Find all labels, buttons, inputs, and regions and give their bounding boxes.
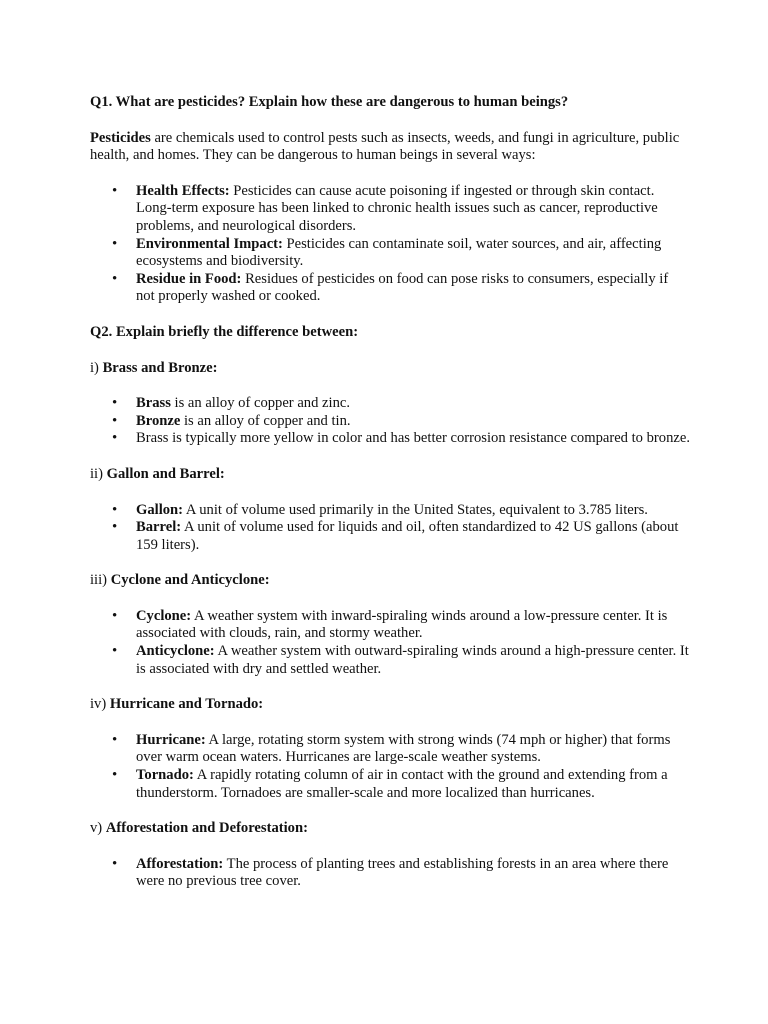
bullet-text: A unit of volume used primarily in the United States, equivalent to 3.785 liters. (183, 501, 648, 518)
list-item (136, 502, 690, 520)
section-number: i) (90, 359, 103, 376)
bullet-term: Hurricane: (136, 731, 206, 748)
bullet-term: Barrel: (136, 519, 182, 536)
bullet-term: Anticyclone: (136, 643, 215, 660)
list-item (136, 413, 690, 431)
bullet-text: Residues of pesticides on food can pose risks to consumers, especially if not properly washed or cooked. (136, 270, 669, 305)
bullet-text: is an alloy of copper and tin. (180, 412, 351, 429)
bullet-text: Brass is typically more yellow in color and has better corrosion resistance compared to bronze. (136, 430, 690, 447)
list-item (136, 183, 690, 236)
brass-bronze-list (90, 395, 690, 448)
section-heading-hurricane-tornado (90, 696, 690, 714)
bullet-term: Afforestation: (136, 855, 224, 872)
bullet-text: is an alloy of copper and zinc. (170, 395, 350, 412)
section-heading-cyclone-anticyclone (90, 572, 690, 590)
list-item (136, 767, 690, 802)
section-title: Afforestation and Deforestation: (105, 820, 308, 837)
list-item (136, 236, 690, 271)
bullet-term: Cyclone: (136, 607, 192, 624)
section-title: Gallon and Barrel: (106, 465, 225, 482)
bullet-term: Gallon: (136, 501, 184, 518)
question-1-heading: Q1. What are pesticides? Explain how these are dangerous to human beings? (90, 94, 569, 110)
question-1-intro (90, 130, 690, 165)
section-title: Cyclone and Anticyclone: (110, 572, 270, 589)
intro-term: Pesticides (90, 129, 151, 146)
bullet-term: Tornado: (136, 767, 194, 784)
list-item (136, 395, 690, 413)
list-item (136, 271, 690, 306)
bullet-text: A unit of volume used for liquids and oil, often standardized to 42 US gallons (about 159 liters). (136, 519, 679, 553)
bullet-text: Pesticides can contaminate soil, water sources, and air, affecting ecosystems and biodiversity. (136, 235, 662, 270)
list-item (136, 643, 690, 678)
bullet-text: A large, rotating storm system with strong winds (74 mph or higher) that forms over warm ocean waters. Hurricanes are large-scale weather systems. (136, 731, 671, 766)
bullet-term: Bronze (136, 412, 181, 429)
bullet-text: A weather system with outward-spiraling winds around a high-pressure center. It is associated with dry and settled weather. (136, 643, 689, 677)
document-page (90, 94, 690, 909)
bullet-term: Residue in Food: (136, 270, 242, 287)
list-item (136, 430, 690, 448)
bullet-term: Brass (136, 395, 171, 412)
bullet-text: A rapidly rotating column of air in contact with the ground and extending from a thunderstorm. Tornadoes are smaller-scale and more localized than hurricanes. (136, 767, 668, 801)
bullet-text: A weather system with inward-spiraling winds around a low-pressure center. It is associated with clouds, rain, and stormy weather. (136, 607, 668, 642)
section-heading-afforestation-deforestation (90, 820, 690, 838)
gallon-barrel-list (90, 502, 690, 555)
bullet-text: The process of planting trees and establishing forests in an area where there were no previous tree cover. (136, 855, 669, 890)
section-heading-gallon-barrel (90, 466, 690, 484)
section-number: v) (90, 820, 106, 837)
section-title: Brass and Bronze: (102, 359, 218, 376)
list-item (136, 519, 690, 554)
bullet-text: Pesticides can cause acute poisoning if ingested or through skin contact. Long-term exposure has been linked to chronic health issues such as cancer, reproductive problems, and neurological disorders. (136, 182, 658, 234)
afforestation-deforestation-list (90, 856, 690, 891)
list-item (136, 856, 690, 891)
bullet-term: Environmental Impact: (136, 235, 283, 252)
section-number: ii) (90, 465, 107, 482)
list-item (136, 732, 690, 767)
section-title: Hurricane and Tornado: (109, 696, 264, 713)
bullet-term: Health Effects: (136, 182, 230, 199)
intro-text: are chemicals used to control pests such as insects, weeds, and fungi in agriculture, public health, and homes. They can be dangerous to human beings in several ways: (90, 129, 680, 164)
cyclone-anticyclone-list (90, 608, 690, 678)
question-2-heading: Q2. Explain briefly the difference between: (90, 323, 359, 340)
question-1-bullet-list (90, 183, 690, 306)
section-heading-brass-bronze (90, 360, 690, 378)
section-number: iv) (90, 696, 110, 713)
list-item (136, 608, 690, 643)
section-number: iii) (90, 572, 111, 589)
hurricane-tornado-list (90, 732, 690, 802)
